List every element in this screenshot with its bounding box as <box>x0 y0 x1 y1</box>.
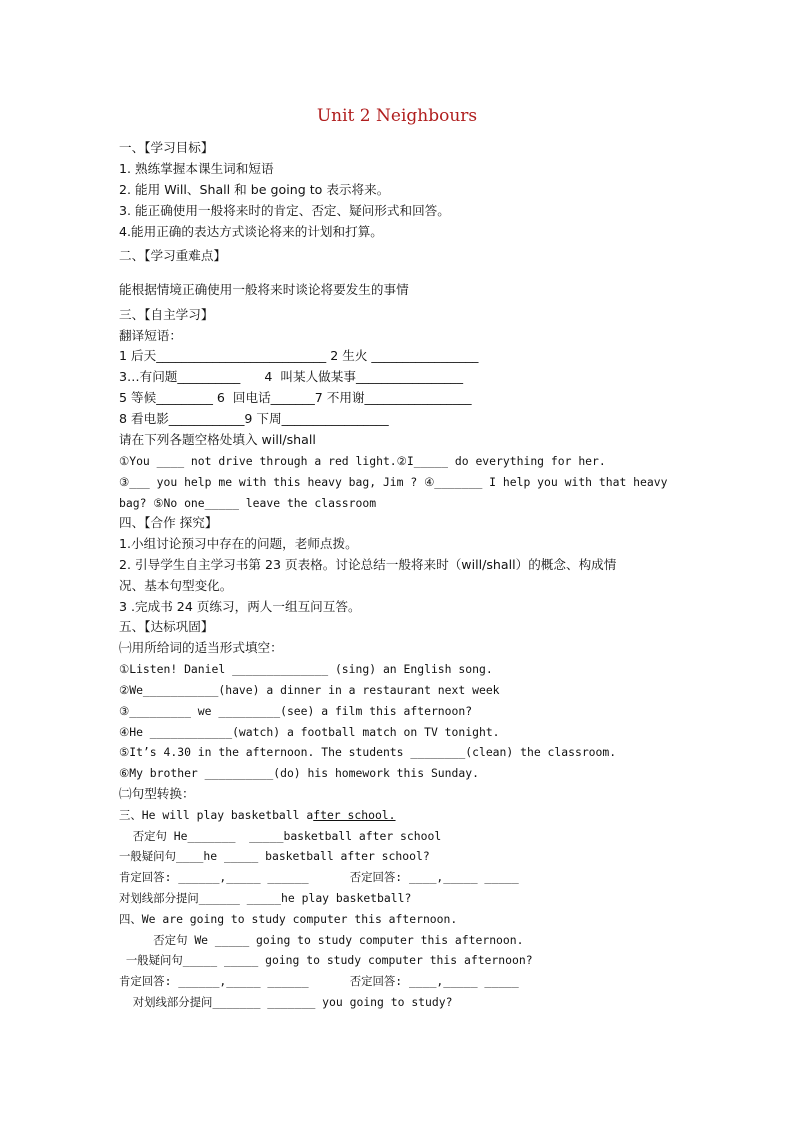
exercise-3: ③_________ we _________(see) a film this afternoon? <box>119 704 473 718</box>
transform-heading: ㈡句型转换： <box>119 786 195 801</box>
fill-row-3: bag? ⑤No one_____ leave the classroom <box>119 496 377 510</box>
transform-3-wh-question: 对划线部分提问______ _____he play basketball? <box>119 891 412 905</box>
fill-instruction: 请在下列各题空格处填入 will/shall <box>119 432 316 447</box>
exercise-2: ②We___________(have) a dinner in a restaurant next week <box>119 683 500 697</box>
transform-4-answers: 肯定回答: ______,_____ ______ 否定回答: ____,_____ _____ <box>119 974 519 988</box>
transform-3-answers: 肯定回答: ______,_____ ______ 否定回答: ____,_____ _____ <box>119 870 519 884</box>
phrase-row-3: 5 等候_________ 6 回电话_______7 不用谢_________________ <box>119 390 472 405</box>
goal-4: 4.能用正确的表达方式谈论将来的计划和打算。 <box>119 224 383 239</box>
translate-heading: 翻译短语： <box>119 328 182 343</box>
phrase-row-1: 1 后天___________________________ 2 生火 _________________ <box>119 348 479 363</box>
cooperation-2a: 2. 引导学生自主学习书第 23 页表格。讨论总结一般将来时（will/shall）的概念、构成情 <box>119 557 617 572</box>
section-heading-consolidation: 五、【达标巩固】 <box>119 619 214 634</box>
exercise-5: ⑤It’s 4.30 in the afternoon. The students ________(clean) the classroom. <box>119 745 617 759</box>
transform-3-underlined: fter school. <box>313 808 396 822</box>
page-title: Unit 2 Neighbours <box>316 106 478 126</box>
goal-1: 1. 熟练掌握本课生词和短语 <box>119 161 274 176</box>
transform-3-negative: 否定句 He_______ _____basketball after school <box>119 829 442 843</box>
transform-3-text: 三、He will play basketball a <box>119 808 314 822</box>
cooperation-2b: 况、基本句型变化。 <box>119 578 233 593</box>
goal-3: 3. 能正确使用一般将来时的肯定、否定、疑问形式和回答。 <box>119 203 450 218</box>
transform-4-negative: 否定句 We _____ going to study computer this afternoon. <box>119 933 524 947</box>
transform-3-question: 一般疑问句____he _____ basketball after school? <box>119 849 430 863</box>
transform-4-wh-question: 对划线部分提问_______ _______ you going to study? <box>119 995 453 1009</box>
goal-2: 2. 能用 Will、Shall 和 be going to 表示将来。 <box>119 182 390 197</box>
fill-row-2: ③___ you help me with this heavy bag, Jim ? ④_______ I help you with that heavy <box>119 475 668 489</box>
fill-row-1: ①You ____ not drive through a red light.②I_____ do everything for her. <box>119 454 606 468</box>
exercise-6: ⑥My brother __________(do) his homework this Sunday. <box>119 766 479 780</box>
cooperation-3: 3 .完成书 24 页练习，两人一组互问互答。 <box>119 599 361 614</box>
section-heading-goals: 一、【学习目标】 <box>119 140 214 155</box>
exercise-heading: ㈠用所给词的适当形式填空： <box>119 640 283 655</box>
section-heading-self-study: 三、【自主学习】 <box>119 307 214 322</box>
section-heading-cooperation: 四、【合作 探究】 <box>119 515 218 530</box>
phrase-row-2: 3…有问题__________ 4 叫某人做某事_________________ <box>119 369 464 384</box>
transform-3-sentence <box>119 806 396 824</box>
cooperation-1: 1.小组讨论预习中存在的问题，老师点拨。 <box>119 536 358 551</box>
transform-4-sentence: 四、We are going to study computer this afternoon. <box>119 912 458 926</box>
phrase-row-4: 8 看电影____________9 下周_________________ <box>119 411 389 426</box>
exercise-4: ④He ____________(watch) a football match on TV tonight. <box>119 725 500 739</box>
transform-4-question: 一般疑问句_____ _____ going to study computer this afternoon? <box>119 953 533 967</box>
section-heading-key-points: 二、【学习重难点】 <box>119 248 227 263</box>
exercise-1: ①Listen! Daniel ______________ (sing) an English song. <box>119 662 493 676</box>
key-point-text: 能根据情境正确使用一般将来时谈论将要发生的事情 <box>119 282 409 297</box>
